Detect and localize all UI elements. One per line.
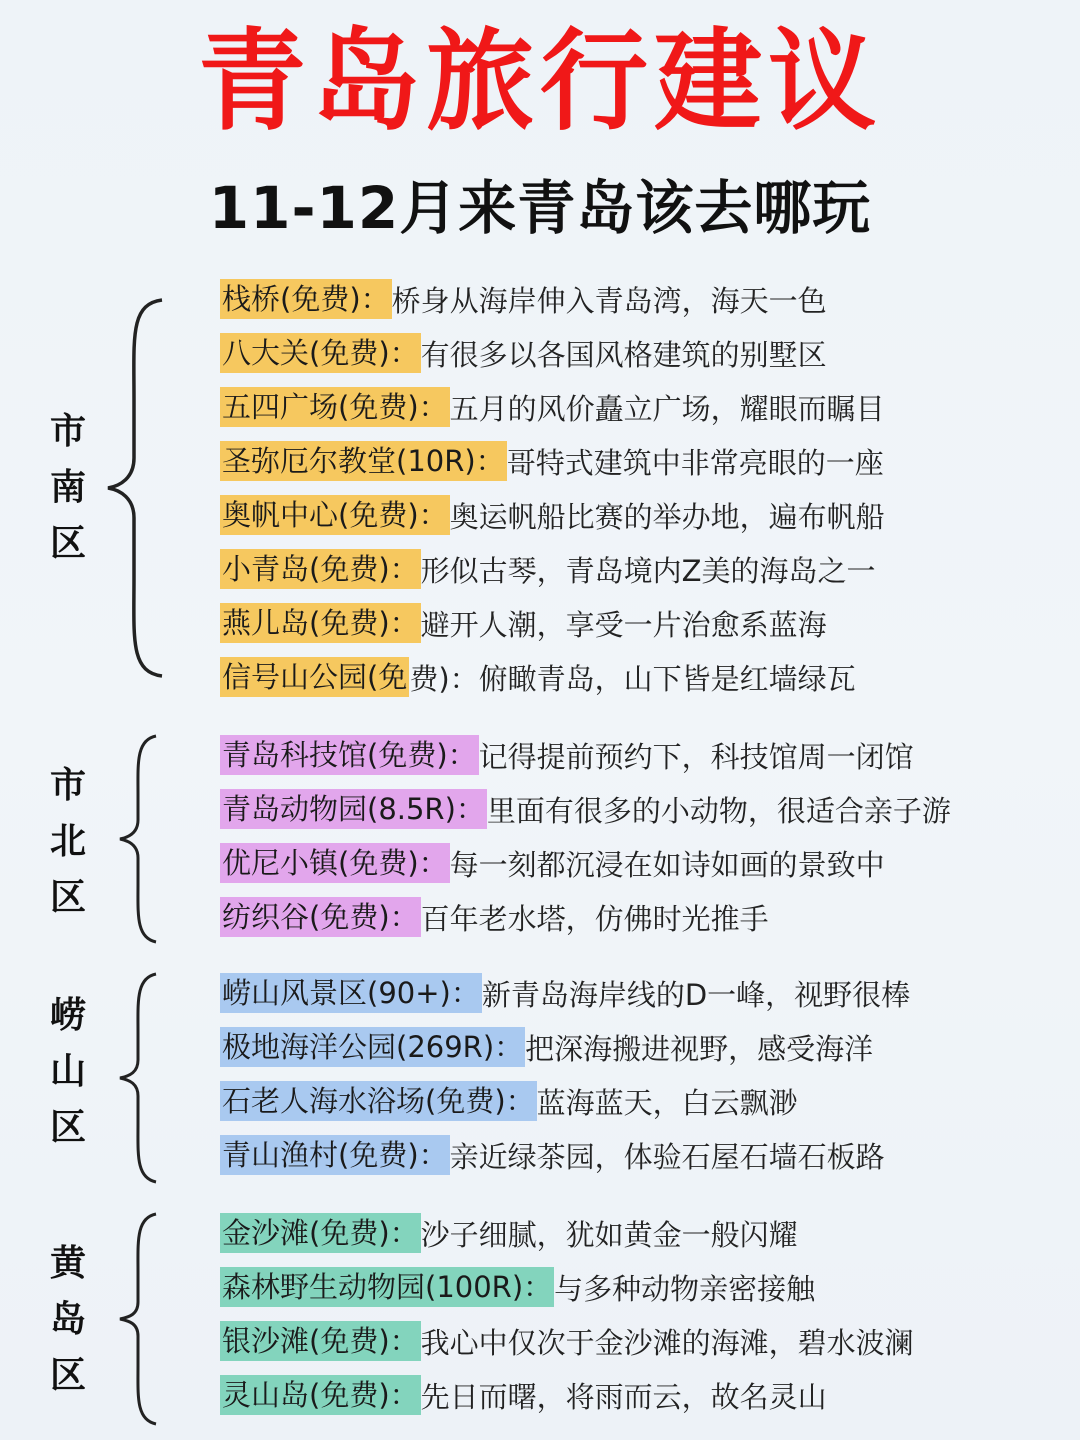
spot-name: 青岛动物园(8.5R)： [220, 789, 487, 829]
spot-name: 金沙滩(免费)： [220, 1213, 421, 1253]
spot-desc: 避开人潮，享受一片治愈系蓝海 [420, 607, 827, 642]
spot-name: 八大关(免费)： [220, 333, 421, 373]
spot-name: 青岛科技馆(免费)： [220, 735, 479, 775]
list-item [220, 380, 885, 434]
spot-name: 银沙滩(免费)： [220, 1321, 421, 1361]
spot-desc: 桥身从海岸伸入青岛湾，海天一色 [391, 283, 827, 318]
district-label: 崂 山 区 [49, 995, 86, 1148]
spot-desc: 新青岛海岸线的D一峰，视野很棒 [481, 977, 911, 1012]
list-item [220, 782, 951, 836]
section-huangdao [0, 1206, 1080, 1422]
spot-desc: 沙子细腻，犹如黄金一般闪耀 [420, 1217, 798, 1252]
spot-desc: 有很多以各国风格建筑的别墅区 [420, 337, 827, 372]
spot-name: 灵山岛(免费)： [220, 1375, 421, 1415]
district-label: 市 南 区 [49, 411, 86, 564]
spot-name: 圣弥厄尔教堂(10R)： [220, 441, 507, 481]
list-item [220, 434, 885, 488]
spot-desc: 蓝海蓝天，白云飘渺 [536, 1085, 798, 1120]
page-subtitle: 11-12月来青岛该去哪玩 [208, 174, 872, 242]
brace-icon [100, 734, 170, 944]
spot-desc: 奥运帆船比赛的举办地，遍布帆船 [449, 499, 885, 534]
list-item [220, 890, 951, 944]
spot-desc: 与多种动物亲密接触 [554, 1271, 816, 1306]
spot-desc: 把深海搬进视野，感受海洋 [525, 1031, 874, 1066]
list-item [220, 650, 885, 704]
spot-name: 栈桥(免费)： [220, 279, 392, 319]
list-item [220, 836, 951, 890]
spot-desc: 先日而曙，将雨而云，故名灵山 [420, 1379, 827, 1414]
spot-name: 燕儿岛(免费)： [220, 603, 421, 643]
spot-name: 小青岛(免费)： [220, 549, 421, 589]
spot-name: 信号山公园(免 [220, 657, 409, 697]
spot-desc: 记得提前预约下，科技馆周一闭馆 [478, 739, 914, 774]
spot-name: 崂山风景区(90+)： [220, 973, 482, 1013]
spot-desc: 我心中仅次于金沙滩的海滩，碧水波澜 [420, 1325, 914, 1360]
list-item [220, 1314, 914, 1368]
brace-icon [100, 972, 170, 1184]
list-item [220, 272, 885, 326]
list-item [220, 1128, 910, 1182]
list-item [220, 966, 910, 1020]
spot-desc: 里面有很多的小动物，很适合亲子游 [486, 793, 951, 828]
list-item [220, 1020, 910, 1074]
spot-desc: 每一刻都沉浸在如诗如画的景致中 [449, 847, 885, 882]
section-shinan [0, 272, 1080, 704]
spot-name: 森林野生动物园(100R)： [220, 1267, 554, 1307]
spot-name: 奥帆中心(免费)： [220, 495, 450, 535]
spot-name: 青山渔村(免费)： [220, 1135, 450, 1175]
section-shibei [0, 728, 1080, 944]
list-item [220, 596, 885, 650]
spot-desc: 形似古琴，青岛境内Z美的海岛之一 [420, 553, 876, 588]
section-laoshan [0, 966, 1080, 1182]
spot-name: 石老人海水浴场(免费)： [220, 1081, 537, 1121]
list-item [220, 1368, 914, 1422]
brace-icon [100, 298, 170, 678]
list-item [220, 1074, 910, 1128]
district-label: 黄 岛 区 [49, 1243, 86, 1396]
list-item [220, 728, 951, 782]
spot-desc: 亲近绿茶园，体验石屋石墙石板路 [449, 1139, 885, 1174]
brace-icon [100, 1212, 170, 1426]
list-item [220, 488, 885, 542]
list-item [220, 542, 885, 596]
spot-desc: 百年老水塔，仿佛时光推手 [420, 901, 769, 936]
list-item [220, 1206, 914, 1260]
spot-desc: 五月的风价矗立广场，耀眼而瞩目 [449, 391, 885, 426]
spot-name: 五四广场(免费)： [220, 387, 450, 427]
list-item [220, 1260, 914, 1314]
spot-name: 极地海洋公园(269R)： [220, 1027, 525, 1067]
list-item [220, 326, 885, 380]
spot-desc: 哥特式建筑中非常亮眼的一座 [506, 445, 884, 480]
spot-desc: 费)：俯瞰青岛，山下皆是红墙绿瓦 [409, 661, 856, 696]
district-label: 市 北 区 [49, 765, 86, 918]
spot-name: 纺织谷(免费)： [220, 897, 421, 937]
spot-name: 优尼小镇(免费)： [220, 843, 450, 883]
page-title: 青岛旅行建议 [197, 18, 882, 147]
